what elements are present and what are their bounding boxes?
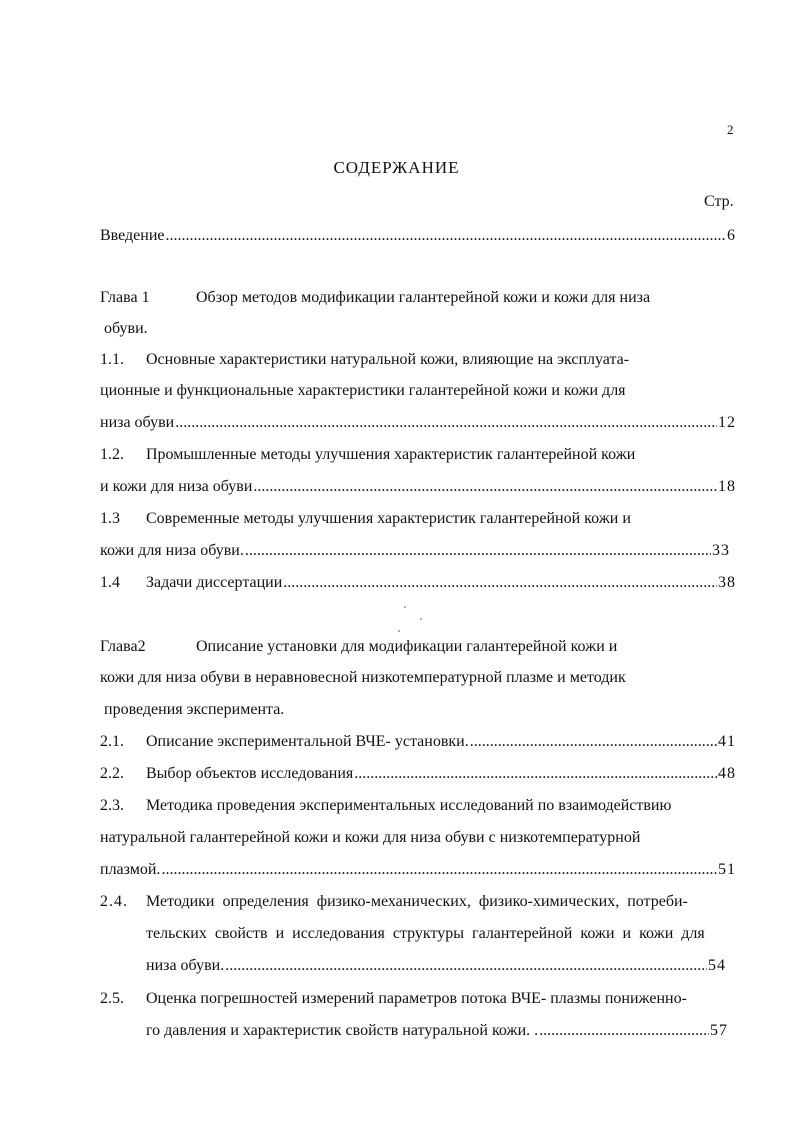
toc-entry-2-3[interactable]: [100, 860, 736, 880]
page-column-label: Стр.: [704, 193, 734, 210]
section-number: 2.4.: [100, 893, 128, 910]
toc-entry-text: Описание экспериментальной ВЧЕ- установки.: [146, 733, 469, 750]
toc-entry-text: го давления и характеристик свойств натуральной кожи. .: [146, 1022, 539, 1039]
chapter-1-title-cont: обуви.: [104, 320, 148, 337]
chapter-2-title-cont: кожи для низа обуви в неравновесной низкотемпературной плазме и методик: [100, 669, 626, 686]
toc-entry-page: 51: [718, 861, 736, 878]
page-title: СОДЕРЖАНИЕ: [333, 158, 460, 177]
toc-entry-page: 41: [718, 733, 736, 750]
toc-entry-page: 12: [718, 414, 736, 431]
toc-entry-1-2[interactable]: [100, 477, 736, 497]
dot-leader: [166, 226, 727, 246]
chapter-1-label: Глава 1: [100, 289, 150, 306]
section-number: 2.5.: [100, 990, 124, 1007]
section-2-5-line-1: Оценка погрешностей измерений параметров потока ВЧЕ- плазмы пониженно-: [146, 990, 687, 1007]
toc-entry-text: Задачи диссертации: [146, 574, 283, 591]
toc-entry-text: кожи для низа обуви.: [100, 542, 244, 559]
toc-entry-page: 33: [712, 542, 730, 559]
toc-entry-1-4[interactable]: [146, 573, 736, 593]
section-number: 1.4: [100, 574, 120, 591]
section-number: 2.1.: [100, 733, 124, 750]
toc-entry-text: плазмой.: [100, 861, 161, 878]
toc-entry-2-5[interactable]: [146, 1021, 728, 1041]
section-2-3-line-1: Методика проведения экспериментальных исследований по взаимодействию: [146, 797, 672, 814]
dot-leader: [225, 956, 707, 976]
toc-entry-text: Введение: [100, 227, 165, 244]
dot-leader: [253, 477, 717, 497]
section-1-1-line-1: Основные характеристики натуральной кожи, влияющие на эксплуата-: [146, 351, 630, 368]
dot-leader: [161, 860, 717, 880]
toc-entry-page: 54: [708, 957, 726, 974]
scan-speck: [404, 606, 406, 608]
toc-entry-2-1[interactable]: [146, 732, 736, 752]
section-number: 1.1.: [100, 351, 124, 368]
dot-leader: [470, 732, 717, 752]
toc-entry-page: 48: [718, 765, 736, 782]
section-number: 2.3.: [100, 797, 124, 814]
chapter-2-title-cont-2: проведения эксперимента.: [104, 701, 285, 718]
toc-entry-page: 57: [710, 1022, 728, 1039]
dot-leader: [175, 413, 717, 433]
section-2-4-line-1: Методики определения физико-механических, физико-химических, потреби-: [146, 893, 688, 910]
section-2-4-line-2: тельских свойств и исследования структуры галантерейной кожи и кожи для: [146, 925, 705, 942]
toc-entry-text: низа обуви: [100, 414, 175, 431]
section-number: 2.2.: [100, 765, 124, 782]
section-1-3-line-1: Современные методы улучшения характеристик галантерейной кожи и: [146, 510, 631, 527]
toc-entry-1-3[interactable]: [100, 541, 730, 561]
toc-entry-page: 6: [727, 227, 736, 244]
toc-entry-intro[interactable]: [100, 226, 736, 246]
toc-entry-1-1[interactable]: [100, 413, 736, 433]
dot-leader: [539, 1021, 709, 1041]
toc-entry-2-2[interactable]: [146, 764, 736, 784]
section-1-1-line-2: ционные и функциональные характеристики галантерейной кожи и кожи для: [100, 382, 626, 399]
section-number: 1.3: [100, 510, 120, 527]
toc-entry-page: 38: [718, 574, 736, 591]
dot-leader: [283, 573, 717, 593]
dot-leader: [245, 541, 711, 561]
chapter-2-label: Глава2: [100, 638, 146, 655]
dot-leader: [354, 764, 717, 784]
scan-speck: [398, 630, 400, 632]
toc-entry-page: 18: [718, 478, 736, 495]
scan-speck: [420, 618, 422, 620]
chapter-2-title: Описание установки для модификации галантерейной кожи и: [196, 638, 618, 655]
section-number: 1.2.: [100, 446, 124, 463]
page-number: 2: [727, 122, 734, 137]
toc-entry-2-4[interactable]: [146, 956, 726, 976]
toc-entry-text: низа обуви.: [146, 957, 225, 974]
section-1-2-line-1: Промышленные методы улучшения характеристик галантерейной кожи: [146, 446, 636, 463]
toc-entry-text: Выбор объектов исследования: [146, 765, 354, 782]
toc-entry-text: и кожи для низа обуви: [100, 478, 253, 495]
chapter-1-title: Обзор методов модификации галантерейной кожи и кожи для низа: [196, 289, 651, 306]
section-2-3-line-2: натуральной галантерейной кожи и кожи для низа обуви с низкотемпературной: [100, 829, 641, 846]
